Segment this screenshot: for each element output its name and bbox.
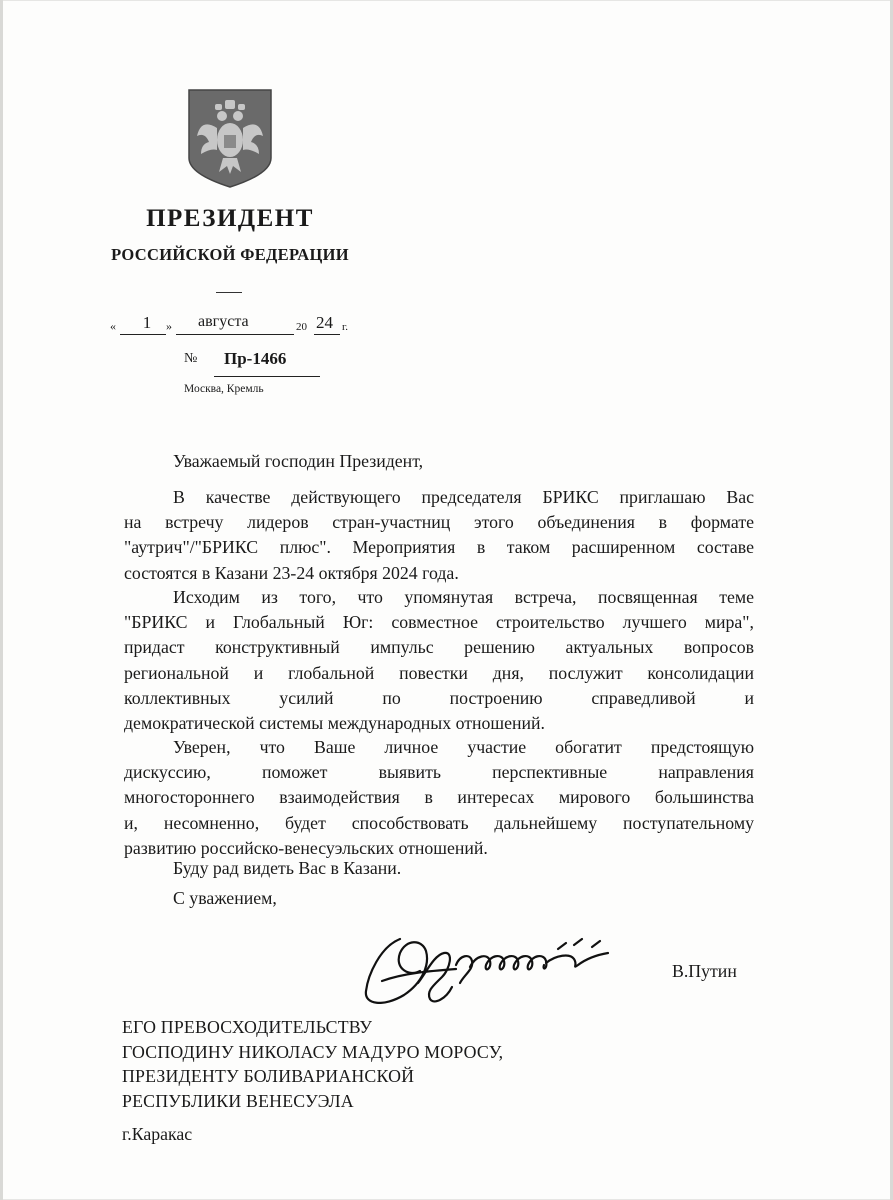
paragraph-1: [124, 485, 754, 586]
date-year-abbr: г.: [342, 321, 349, 333]
paragraph-line: коллективных усилий по построению справедливой и: [124, 687, 754, 708]
reference-number: Пр-1466: [224, 349, 287, 368]
addressee-line: ГОСПОДИНУ НИКОЛАСУ МАДУРО МОРОСУ,: [122, 1041, 504, 1062]
paragraph-line: придаст конструктивный импульс решению актуальных вопросов: [124, 637, 754, 658]
date-year: 24: [316, 313, 333, 332]
paragraph-line: Уверен, что Ваше личное участие обогатит предстоящую: [173, 737, 754, 757]
paragraph-line: В качестве действующего председателя БРИКС приглашаю Вас: [173, 487, 754, 507]
paragraph-line: "БРИКС и Глобальный Юг: совместное строительство лучшего мира",: [124, 612, 754, 633]
paragraph-3: [124, 735, 754, 861]
paragraph-line: на встречу лидеров стран-участниц этого объединения в формате: [124, 512, 754, 533]
paragraph-line: региональной и глобальной повестки дня, послужит консолидации: [124, 662, 754, 683]
handwritten-signature: [360, 925, 630, 1015]
reference-number-line: [184, 349, 334, 375]
coat-of-arms-icon: [187, 88, 273, 188]
number-sign: №: [184, 351, 198, 366]
year-underline: [314, 334, 340, 335]
letterhead-title: ПРЕЗИДЕНТ: [146, 205, 314, 232]
paragraph-line: и, несомненно, будет способствовать дальнейшему поступательному: [124, 812, 754, 833]
date-close-quote: »: [166, 319, 172, 333]
letterhead-divider: [216, 292, 242, 293]
addressee-city: г.Каракас: [122, 1124, 193, 1144]
paragraph-line: дискуссию, поможет выявить перспективные направления: [124, 762, 754, 783]
paragraph-line: Исходим из того, что упомянутая встреча, посвященная теме: [173, 587, 754, 607]
closing-line: Буду рад видеть Вас в Казани.: [173, 858, 402, 878]
greeting: Уважаемый господин Президент,: [173, 451, 424, 471]
paragraph-line: состоятся в Казани 23-24 октября 2024 года.: [124, 562, 459, 583]
paragraph-line: многостороннего взаимодействия в интересах мирового большинства: [124, 787, 754, 808]
valediction: С уважением,: [173, 888, 277, 908]
addressee-line: ЕГО ПРЕВОСХОДИТЕЛЬСТВУ: [122, 1017, 373, 1037]
paragraph-line: демократической системы международных отношений.: [124, 713, 545, 734]
month-underline: [176, 334, 294, 335]
day-underline: [120, 334, 166, 335]
date-year-prefix: 20: [296, 321, 307, 333]
paragraph-line: развитию российско-венесуэльских отношений.: [124, 837, 488, 858]
signer-name: В.Путин: [672, 961, 737, 981]
date-day: 1: [142, 313, 152, 332]
date-line: [110, 313, 370, 337]
paragraph-2: [124, 585, 754, 736]
addressee-line: РЕСПУБЛИКИ ВЕНЕСУЭЛА: [122, 1090, 354, 1111]
number-underline: [214, 376, 320, 377]
paragraph-line: "аутрич"/"БРИКС плюс". Мероприятия в таком расширенном составе: [124, 537, 754, 558]
page-left-edge: [0, 0, 3, 1200]
addressee-line: ПРЕЗИДЕНТУ БОЛИВАРИАНСКОЙ: [122, 1066, 415, 1086]
date-month: августа: [198, 313, 249, 330]
addressee-block: [122, 1015, 503, 1113]
date-open-quote: «: [110, 319, 116, 333]
issue-place: Москва, Кремль: [184, 383, 264, 395]
letterhead-subtitle: РОССИЙСКОЙ ФЕДЕРАЦИИ: [111, 245, 349, 264]
